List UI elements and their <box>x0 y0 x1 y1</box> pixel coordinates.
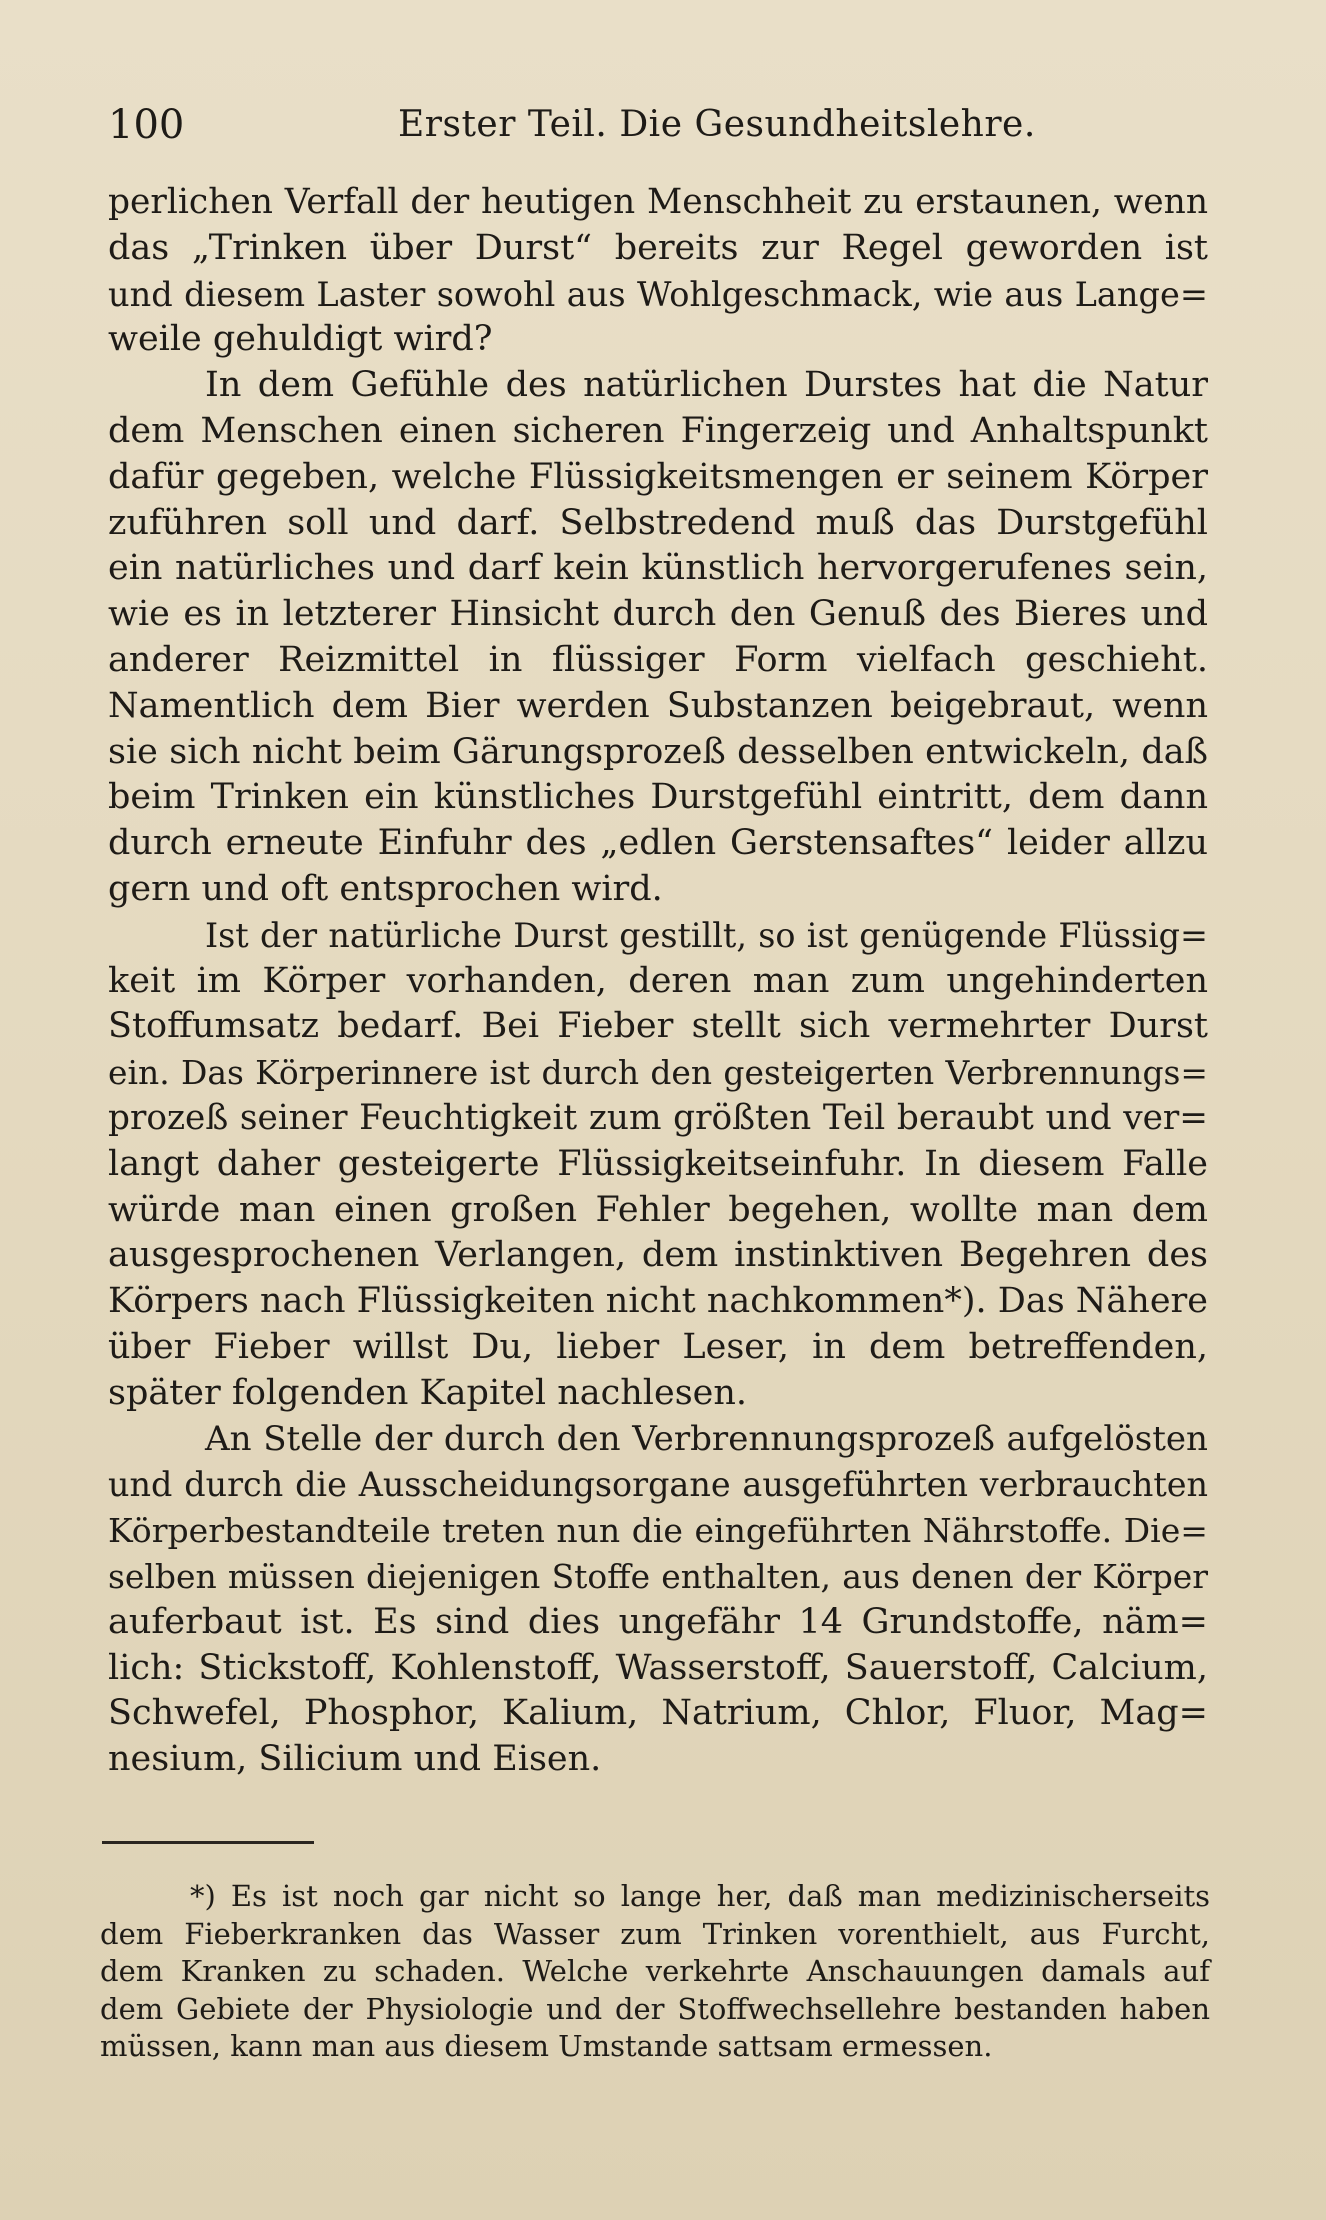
text-line: anderer Reizmittel in flüssiger Form vielfach geschieht. <box>108 639 1208 680</box>
text-line: wie es in letzterer Hinsicht durch den Genuß des Bieres und <box>108 594 1208 635</box>
text-line: Schwefel, Phosphor, Kalium, Natrium, Chlor, Fluor, Mag= <box>108 1693 1208 1734</box>
text-line: An Stelle der durch den Verbrennungsprozeß aufgelösten <box>205 1418 1208 1459</box>
text-line: dafür gegeben, welche Flüssigkeitsmengen er seinem Körper <box>108 456 1208 497</box>
body-text <box>108 180 1208 1783</box>
text-line: ein natürliches und darf kein künstlich hervorgerufenes sein, <box>108 548 1208 589</box>
text-line: ausgesprochenen Verlangen, dem instinktiven Begehren des <box>108 1235 1208 1276</box>
text-line: prozeß seiner Feuchtigkeit zum größten Teil beraubt und ver= <box>108 1097 1208 1138</box>
text-line: selben müssen diejenigen Stoffe enthalten, aus denen der Körper <box>108 1556 1208 1596</box>
text-line: nesium, Silicium und Eisen. <box>108 1739 602 1780</box>
paragraph-4 <box>108 1417 1208 1783</box>
text-line: perlichen Verfall der heutigen Menschheit zu erstaunen, wenn <box>108 182 1208 222</box>
text-line: ein. Das Körperinnere ist durch den gesteigerten Verbrennungs= <box>108 1053 1208 1093</box>
text-line: gern und oft entsprochen wird. <box>108 868 663 909</box>
running-head: Erster Teil. Die Gesundheitslehre. <box>398 104 1036 145</box>
text-line: zuführen soll und darf. Selbstredend muß das Durstgefühl <box>108 502 1208 543</box>
text-line: lich: Stickstoff, Kohlenstoff, Wasserstoff, Sauerstoff, Calcium, <box>108 1647 1208 1688</box>
text-line: Stoffumsatz bedarf. Bei Fieber stellt sich vermehrter Durst <box>108 1006 1208 1047</box>
text-line: das „Trinken über Durst“ bereits zur Regel geworden ist <box>108 227 1208 268</box>
text-line: auferbaut ist. Es sind dies ungefähr 14 Grundstoffe, näm= <box>108 1601 1208 1642</box>
paragraph-3 <box>108 913 1208 1417</box>
page-number: 100 <box>108 102 185 148</box>
text-line: Namentlich dem Bier werden Substanzen beigebraut, wenn <box>108 685 1208 726</box>
text-line: sie sich nicht beim Gärungsprozeß desselben entwickeln, daß <box>108 731 1208 772</box>
text-line: Ist der natürliche Durst gestillt, so ist genügende Flüssig= <box>205 915 1208 955</box>
footnote-line: dem Gebiete der Physiologie und der Stoffwechsellehre bestanden haben <box>100 1991 1210 2026</box>
text-line: Körperbestandteile treten nun die eingeführten Nährstoffe. Die= <box>108 1511 1208 1551</box>
page-header <box>108 100 1218 150</box>
text-line: dem Menschen einen sicheren Fingerzeig und Anhaltspunkt <box>108 410 1208 451</box>
footnote-line: dem Kranken zu schaden. Welche verkehrte Anschauungen damals auf <box>100 1954 1210 1988</box>
footnote-line: dem Fieberkranken das Wasser zum Trinken vorenthielt, aus Furcht, <box>100 1916 1210 1951</box>
text-line: und diesem Laster sowohl aus Wohlgeschmack, wie aus Lange= <box>108 274 1208 314</box>
footnote-line: *) Es ist noch gar nicht so lange her, daß man medizinischerseits <box>190 1879 1210 1913</box>
text-line: über Fieber willst Du, lieber Leser, in dem betreffenden, <box>108 1326 1208 1367</box>
text-line: durch erneute Einfuhr des „edlen Gerstensaftes“ leider allzu <box>108 823 1208 864</box>
text-line: langt daher gesteigerte Flüssigkeitseinfuhr. In diesem Falle <box>108 1143 1208 1184</box>
text-line: keit im Körper vorhanden, deren man zum ungehinderten <box>108 960 1208 1001</box>
footnote-line: müssen, kann man aus diesem Umstande sattsam ermessen. <box>100 2029 993 2063</box>
text-line: Körpers nach Flüssigkeiten nicht nachkommen*). Das Nähere <box>108 1281 1208 1322</box>
text-line: In dem Gefühle des natürlichen Durstes hat die Natur <box>205 365 1208 406</box>
text-line: würde man einen großen Fehler begehen, wollte man dem <box>108 1189 1208 1230</box>
paragraph-2 <box>108 363 1208 913</box>
text-line: beim Trinken ein künstliches Durstgefühl eintritt, dem dann <box>108 777 1208 818</box>
footnote-divider <box>102 1841 314 1844</box>
footnote <box>100 1878 1210 2066</box>
text-line: später folgenden Kapitel nachlesen. <box>108 1372 748 1413</box>
paragraph-1 <box>108 180 1208 363</box>
text-line: weile gehuldigt wird? <box>108 319 493 360</box>
text-line: und durch die Ausscheidungsorgane ausgeführten verbrauchten <box>108 1465 1208 1505</box>
